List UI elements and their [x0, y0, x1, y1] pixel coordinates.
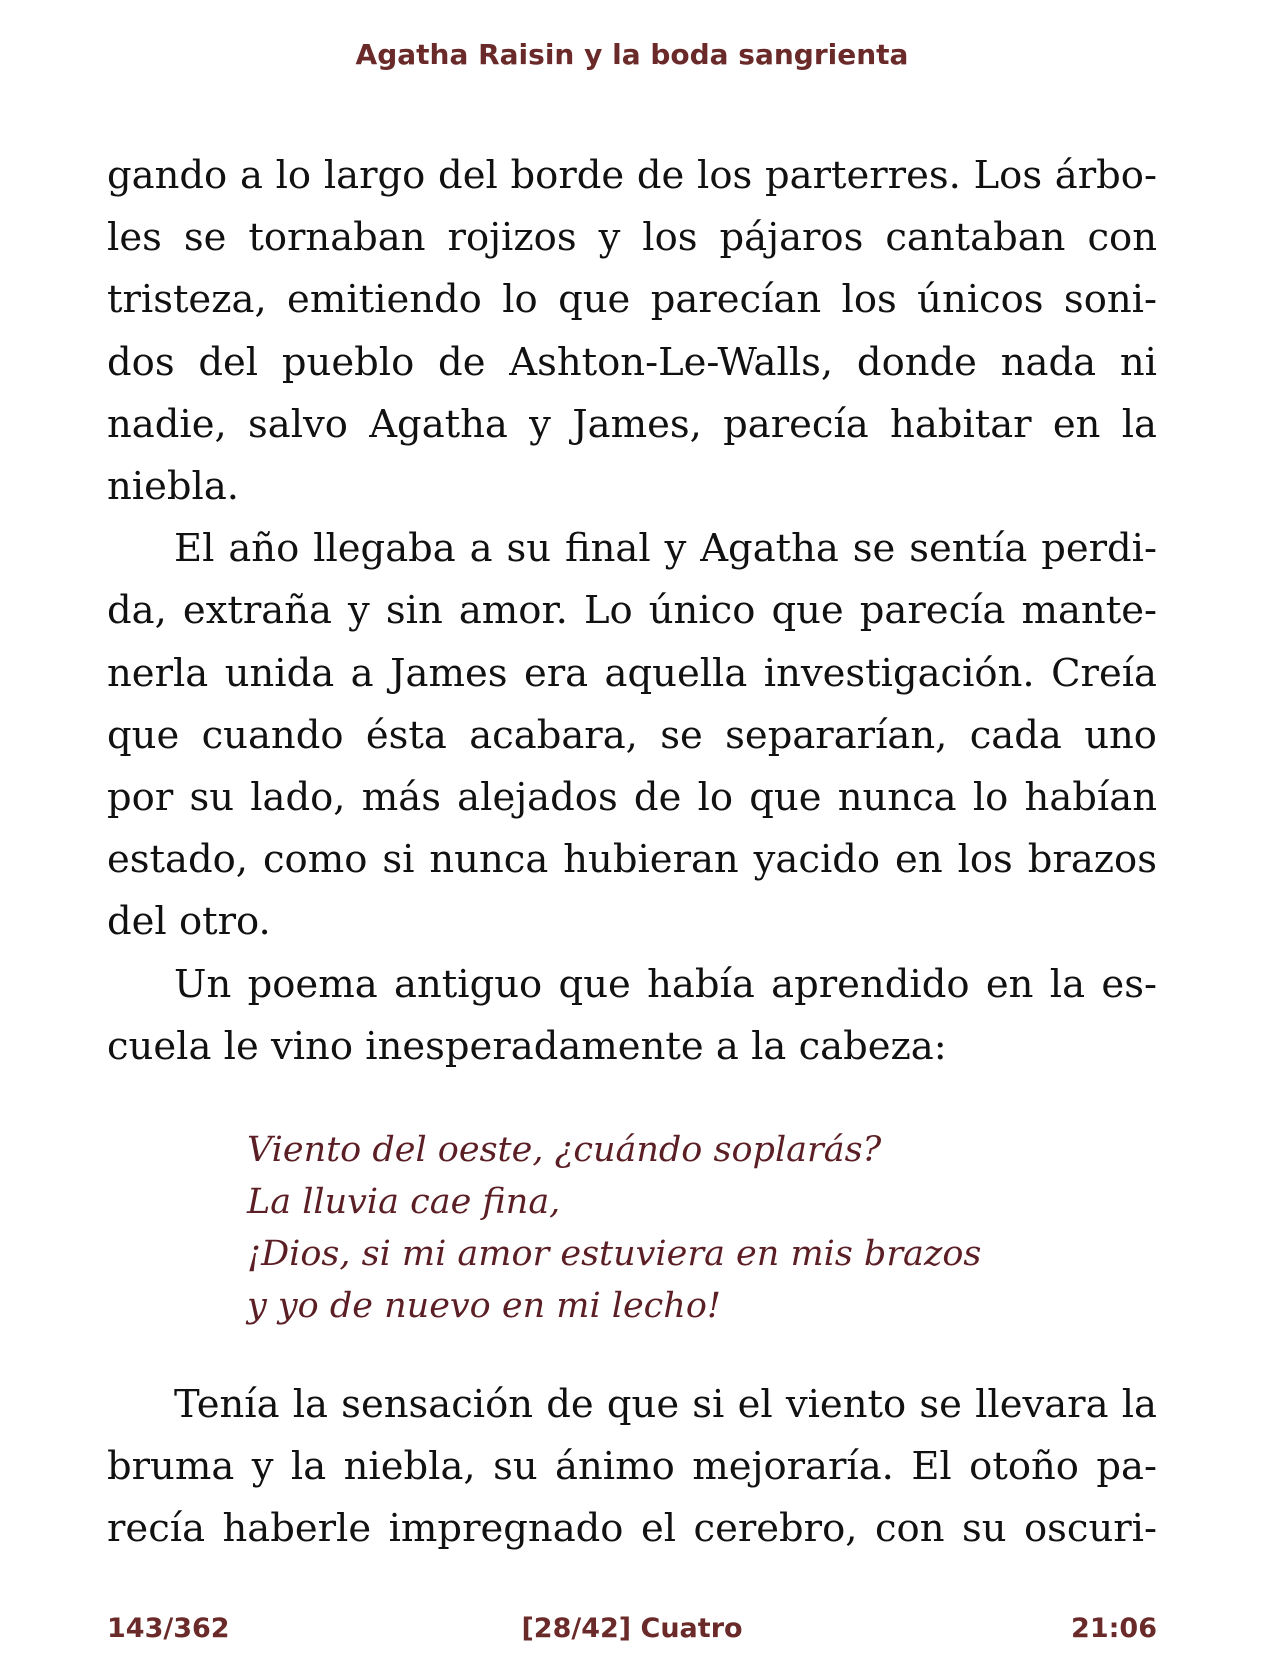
- poem-line: Viento del oeste, ¿cuándo soplarás?: [247, 1130, 882, 1171]
- text-line: dos del pueblo de Ashton-Le-Walls, donde nada ni: [107, 339, 1157, 385]
- text-line: cuela le vino inesperadamente a la cabeza:: [107, 1023, 947, 1069]
- text-line: niebla.: [107, 464, 240, 510]
- poem-line: La lluvia cae fina,: [247, 1182, 561, 1223]
- paragraph-3: [107, 954, 1157, 1078]
- text-line: El año llegaba a su final y Agatha se sentía perdi-: [174, 526, 1157, 572]
- poem-line: y yo de nuevo en mi lecho!: [247, 1286, 721, 1327]
- text-line: tristeza, emitiendo lo que parecían los únicos soni-: [107, 277, 1157, 323]
- text-line: por su lado, más alejados de lo que nunca lo habían: [107, 775, 1157, 821]
- clock-time: 21:06: [1071, 1613, 1157, 1644]
- paragraph-2: [107, 518, 1157, 953]
- text-line: que cuando ésta acabara, se separarían, cada uno: [107, 712, 1157, 758]
- text-line: nadie, salvo Agatha y James, parecía habitar en la: [107, 401, 1157, 447]
- text-line: gando a lo largo del borde de los parterres. Los árbo-: [107, 153, 1157, 198]
- book-title-header: Agatha Raisin y la boda sangrienta: [355, 38, 909, 71]
- text-line: nerla unida a James era aquella investigación. Creía: [107, 650, 1157, 696]
- text-line: bruma y la niebla, su ánimo mejoraría. El otoño pa-: [107, 1444, 1157, 1490]
- text-line: recía haberle impregnado el cerebro, con su oscuri-: [107, 1506, 1157, 1552]
- text-line: estado, como si nunca hubieran yacido en los brazos: [107, 837, 1157, 883]
- text-line: Tenía la sensación de que si el viento se llevara la: [174, 1382, 1157, 1428]
- poem-quote: [247, 1124, 1157, 1332]
- poem-line: ¡Dios, si mi amor estuviera en mis brazos: [247, 1234, 982, 1275]
- paragraph-1: [107, 145, 1157, 518]
- paragraph-4: [107, 1374, 1157, 1561]
- text-line: del otro.: [107, 899, 271, 945]
- chapter-indicator: [28/42] Cuatro: [521, 1613, 743, 1644]
- text-line: les se tornaban rojizos y los pájaros cantaban con: [107, 215, 1157, 261]
- text-line: da, extraña y sin amor. Lo único que parecía mante-: [107, 588, 1157, 634]
- reading-page-body: [107, 145, 1157, 1561]
- text-line: Un poema antiguo que había aprendido en la es-: [174, 961, 1157, 1007]
- page-counter: 143/362: [107, 1613, 230, 1644]
